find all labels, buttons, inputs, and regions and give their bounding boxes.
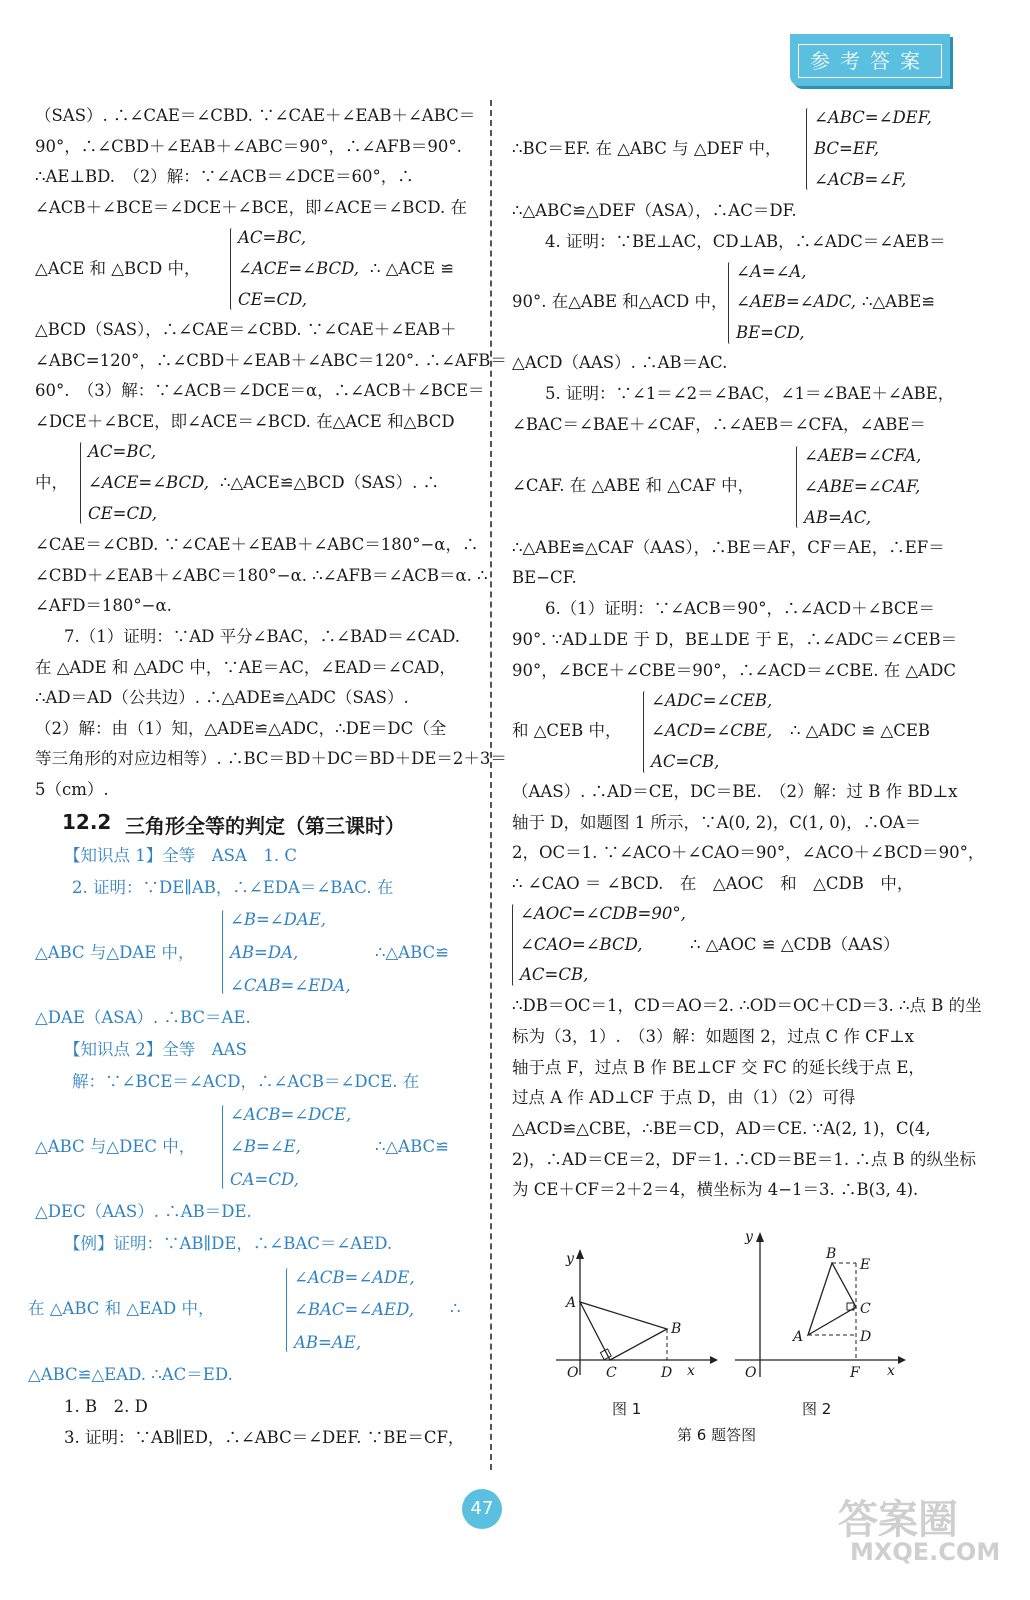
condition: CA=CD, [230, 1170, 299, 1189]
condition: AB=DA, [230, 943, 299, 962]
label-E: E [860, 1257, 871, 1273]
question-7: 7.（1）证明：∵AD 平分∠BAC，∴∠BAD＝∠CAD. [64, 627, 460, 646]
text-line: （2）解：由（1）知，△ADE≌△ADC，∴DE＝DC（全 [35, 719, 447, 738]
text-line: 轴于点 F，过点 B 作 BE⊥CF 交 FC 的延长线于点 E， [512, 1058, 925, 1077]
text-line: △ABC≌△EAD. ∴AC＝ED. [28, 1365, 233, 1384]
text-line: ∠CAE＝∠CBD. ∵∠CAE＋∠EAB＋∠ABC＝180°−α，∴ [35, 535, 479, 554]
section-title: 三角形全等的判定（第三课时） [125, 814, 405, 838]
figure-caption: 第 6 题答图 [677, 1426, 757, 1444]
text-line: ∴ [450, 1299, 461, 1318]
text-line: ∴△ABE≌ [862, 292, 936, 311]
label-D: D [860, 1329, 872, 1345]
text-line: ∴△ABC≌△DEF（ASA），∴AC＝DF. [512, 201, 797, 220]
condition: ∠ACD=∠CBE, [651, 721, 773, 740]
text-line: △DAE（ASA）. ∴BC＝AE. [35, 1008, 251, 1027]
brace [643, 691, 650, 773]
condition: AB=AE, [294, 1333, 362, 1352]
column-divider [490, 100, 492, 1470]
text-line: ∠DCE＋∠BCE，即∠ACE＝∠BCD. 在△ACE 和△BCD [35, 412, 455, 431]
condition: ∠ACB=∠F, [814, 170, 907, 189]
brace [80, 442, 87, 524]
text-line: ∴△ABE≌△CAF（AAS），∴BE＝AF，CF＝AE，∴EF＝ [512, 538, 945, 557]
text-line: 在 △ABC 和 △EAD 中， [28, 1299, 215, 1318]
text-line: 90°. 在△ABE 和△ACD 中， [512, 292, 728, 311]
text-line: 等三角形的对应边相等）. ∴BC＝BD＋DC＝BD＋DE＝2＋3＝ [35, 749, 507, 768]
text-line: （SAS）. ∴∠CAE＝∠CBD. ∵∠CAE＋∠EAB＋∠ABC＝ [35, 106, 476, 125]
label-y: y [745, 1229, 753, 1245]
label-B: B [826, 1246, 837, 1262]
knowledge-point-2: 【知识点 2】全等 AAS [64, 1040, 247, 1059]
text-line: ∠BAC＝∠BAE＋∠CAF，∴∠AEB＝∠CFA，∠ABE＝ [512, 415, 926, 434]
condition: ∠AEB=∠CFA, [804, 446, 922, 465]
brace [222, 1105, 229, 1189]
knowledge-point-1: 【知识点 1】全等 ASA 1. C [64, 846, 297, 865]
text-line: ∠CAF. 在 △ABE 和 △CAF 中， [512, 476, 755, 495]
label-A: A [793, 1329, 804, 1345]
condition: AC=BC, [238, 228, 307, 247]
text-line: ∴ ∠CAO ＝ ∠BCD. 在 △AOC 和 △CDB 中， [512, 874, 914, 893]
text-line: ∠AFD＝180°−α. [35, 596, 172, 615]
brace [222, 910, 229, 994]
condition: AB=AC, [804, 508, 872, 527]
text-line: 解：∵∠BCE＝∠ACD，∴∠ACB＝∠DCE. 在 [72, 1072, 420, 1091]
condition: ∠ABC=∠DEF, [814, 108, 932, 127]
text-line: ∠CBD＋∠EAB＋∠ABC＝180°−α. ∴∠AFB＝∠ACB＝α. ∴ [35, 566, 488, 585]
condition: ∠CAB=∠EDA, [230, 976, 351, 995]
text-line: BE−CF. [512, 568, 577, 587]
text-line: 在 △ADE 和 △ADC 中，∵AE＝AC，∠EAD＝∠CAD， [35, 658, 456, 677]
brace [512, 904, 519, 986]
answer-badge [790, 34, 950, 86]
text-line: （AAS）. ∴AD＝CE，DC＝BE. （2）解：过 B 作 BD⊥x [512, 782, 958, 801]
label-x: x [687, 1363, 695, 1379]
condition: ∠ACE=∠BCD, [238, 259, 360, 278]
text-line: ∴BC＝EF. 在 △ABC 与 △DEF 中， [512, 139, 782, 158]
condition: AC=BC, [88, 442, 157, 461]
figure-2-label: 图 2 [802, 1400, 832, 1418]
condition: CE=CD, [238, 290, 308, 309]
condition: ∠ADC=∠CEB, [651, 691, 773, 710]
condition: AC=CB, [520, 965, 589, 984]
condition: BC=EF, [814, 139, 880, 158]
condition: ∠ACB=∠DCE, [230, 1105, 352, 1124]
label-y: y [566, 1251, 574, 1267]
text-line: ∠ACB＋∠BCE＝∠DCE＋∠BCE，即∠ACE＝∠BCD. 在 [35, 198, 467, 217]
brace [286, 1268, 293, 1352]
page-number: 47 [462, 1489, 502, 1529]
text-line: ∠ABC=120°，∴∠CBD＋∠EAB＋∠ABC＝120°. ∴∠AFB＝ [35, 351, 507, 370]
example: 【例】证明：∵AB∥DE，∴∠BAC＝∠AED. [64, 1234, 393, 1253]
label-C: C [606, 1365, 617, 1381]
text-line: 5（cm）. [35, 780, 109, 799]
brace [796, 446, 803, 528]
answers-1-2: 1. B 2. D [64, 1397, 148, 1416]
text-line: ∴DB＝OC＝1，CD＝AO＝2. ∴OD＝OC＋CD＝3. ∴点 B 的坐 [512, 996, 982, 1015]
brace [806, 108, 813, 190]
text-line: ∴△ACE≌△BCD（SAS）. ∴ [220, 473, 440, 492]
text-line: ∴ △ACE ≌ [370, 259, 455, 278]
label-D: D [661, 1365, 673, 1381]
figure-1-label: 图 1 [612, 1400, 642, 1418]
text-line: △ABC 与△DAE 中， [35, 943, 195, 962]
condition: ∠CAO=∠BCD, [520, 935, 643, 954]
text-line: 90°，∠BCE＋∠CBE＝90°，∴∠ACD＝∠CBE. 在 △ADC [512, 661, 956, 680]
condition: ∠AEB=∠ADC, [736, 292, 856, 311]
text-line: 2)，∴AD＝CE＝2，DF＝1. ∴CD＝BE＝1. ∴点 B 的纵坐标 [512, 1150, 977, 1169]
text-line: △BCD（SAS），∴∠CAE＝∠CBD. ∵∠CAE＋∠EAB＋ [35, 320, 457, 339]
text-line: ∴△ABC≌ [375, 943, 449, 962]
text-line: 60°. （3）解：∵∠ACB＝∠DCE＝α，∴∠ACB＋∠BCE＝ [35, 381, 485, 400]
text-line: 90°. ∵AD⊥DE 于 D，BE⊥DE 于 E，∴∠ADC＝∠CEB＝ [512, 630, 958, 649]
condition: BE=CD, [736, 323, 805, 342]
text-line: ∴△ABC≌ [375, 1137, 449, 1156]
text-line: 过点 A 作 AD⊥CF 于点 D，由（1）（2）可得 [512, 1088, 856, 1107]
question-3: 3. 证明：∵AB∥ED，∴∠ABC＝∠DEF. ∵BE＝CF， [64, 1428, 465, 1447]
label-O: O [567, 1365, 579, 1381]
condition: ∠ACB=∠ADE, [294, 1268, 415, 1287]
text-line: △DEC（AAS）. ∴AB＝DE. [35, 1202, 252, 1221]
text-line: 2，OC＝1. ∵∠ACO＋∠CAO＝90°，∠ACO＋∠BCD＝90°， [512, 843, 985, 862]
text-line: ∴ △AOC ≌ △CDB（AAS） [690, 935, 900, 954]
condition: ∠ABE=∠CAF, [804, 477, 921, 496]
text-line: △ABC 与△DEC 中， [35, 1137, 196, 1156]
text-line: ∴AD＝AD（公共边）. ∴△ADE≌△ADC（SAS）. [35, 688, 409, 707]
section-number: 12.2 [62, 810, 112, 834]
figure-2-diagram [730, 1225, 910, 1385]
condition: ∠B=∠E, [230, 1137, 301, 1156]
question-5: 5. 证明：∵∠1＝∠2＝∠BAC，∠1＝∠BAE＋∠ABE， [545, 384, 955, 403]
text-line: 2. 证明：∵DE∥AB，∴∠EDA＝∠BAC. 在 [72, 878, 394, 897]
condition: ∠AOC=∠CDB=90°, [520, 904, 686, 923]
text-line: ∴ △ADC ≌ △CEB [790, 721, 931, 740]
badge-label: 参考答案 [798, 44, 942, 78]
text-line: △ACD（AAS）. ∴AB＝AC. [512, 353, 728, 372]
text-line: 90°，∴∠CBD＋∠EAB＋∠ABC＝90°，∴∠AFB＝90°. [35, 137, 462, 156]
label-B: B [671, 1321, 682, 1337]
condition: ∠ACE=∠BCD, [88, 473, 210, 492]
text-line: △ACD≌△CBE，∴BE＝CD，AD＝CE. ∵A(2, 1)，C(4, [512, 1119, 931, 1138]
label-A: A [566, 1295, 577, 1311]
figure-1-diagram [550, 1245, 720, 1385]
condition: AC=CB, [651, 752, 720, 771]
label-O: O [745, 1365, 757, 1381]
text-line: △ACE 和 △BCD 中， [35, 259, 201, 278]
brace [728, 262, 735, 344]
condition: CE=CD, [88, 504, 158, 523]
label-F: F [850, 1365, 860, 1381]
text-line: 标为（3，1）. （3）解：如题图 2，过点 C 作 CF⊥x [512, 1027, 914, 1046]
text-line: 和 △CEB 中， [512, 721, 622, 740]
text-line: 轴于 D，如题图 1 所示，∵A(0, 2)，C(1, 0)，∴OA＝ [512, 813, 922, 832]
condition: ∠A=∠A, [736, 262, 807, 281]
text-line: 中， [35, 473, 68, 492]
condition: ∠B=∠DAE, [230, 910, 327, 929]
question-4: 4. 证明：∵BE⊥AC，CD⊥AB，∴∠ADC＝∠AEB＝ [545, 232, 946, 251]
watermark-url: MXQE.COM [850, 1538, 1001, 1566]
brace [230, 228, 237, 310]
label-x: x [887, 1363, 895, 1379]
label-C: C [860, 1301, 871, 1317]
condition: ∠BAC=∠AED, [294, 1300, 414, 1319]
text-line: ∴AE⊥BD. （2）解：∵∠ACB＝∠DCE＝60°，∴ [35, 167, 414, 186]
text-line: 为 CE＋CF＝2＋2＝4，横坐标为 4−1＝3. ∴B(3, 4). [512, 1180, 919, 1199]
watermark-logo: 答案圈 [838, 1497, 958, 1543]
question-6: 6.（1）证明：∵∠ACB＝90°，∴∠ACD＋∠BCE＝ [545, 599, 935, 618]
